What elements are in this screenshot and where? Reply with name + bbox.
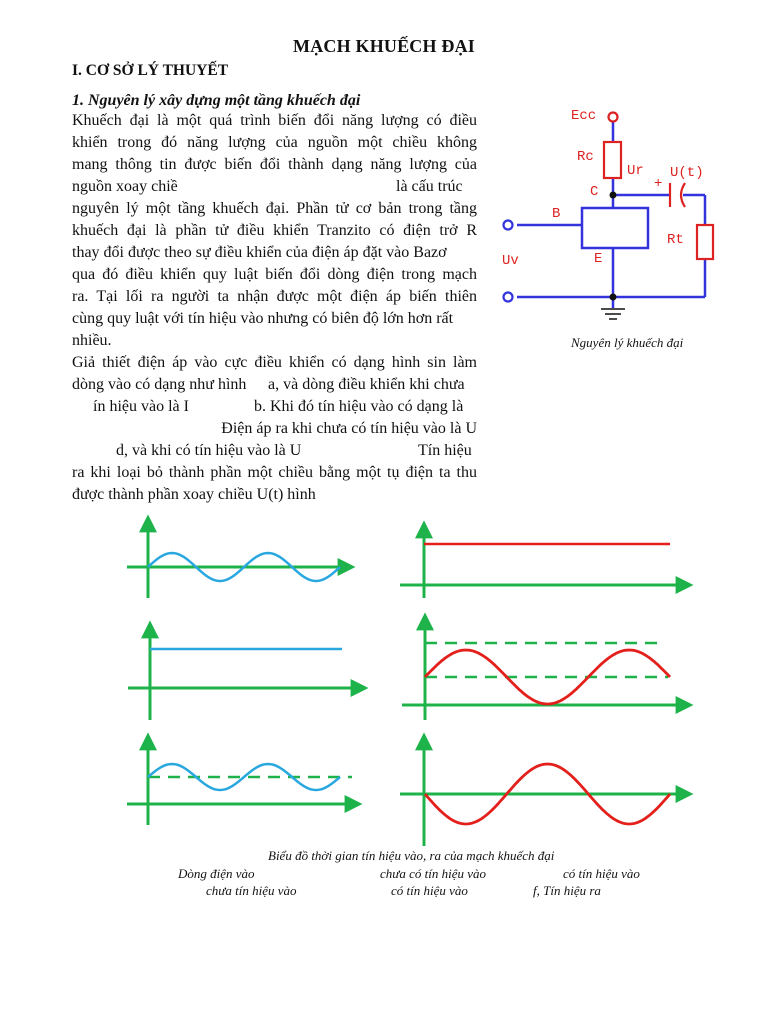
body-line: b. Khi đó tín hiệu vào có dạng là [254,398,464,415]
ut-label: U(t) [670,165,704,181]
plus-sign: + [654,176,663,192]
body-line: Điện áp ra khi chưa có tín hiệu vào là U [221,420,477,437]
body-line: khiển trong đó năng lượng của nguồn một chiều không [72,134,477,151]
body-line: là cấu trúc [396,178,463,195]
subsection-heading: 1. Nguyên lý xây dựng một tầng khuếch đại [72,92,361,109]
plot-e [402,616,690,720]
body-line: khuếch đại là phần tử điều khiển Tranzito có điện trở R [72,222,477,239]
sublabel-c: có tín hiệu vào [563,866,640,881]
sublabel-e: có tín hiệu vào [391,883,468,898]
sublabel-f: f, Tín hiệu ra [533,883,601,898]
sublabel-a: Dòng điện vào [178,866,255,881]
ecc-label: Ecc [571,108,597,124]
ur-label: Ur [627,163,644,179]
circuit-caption: Nguyên lý khuếch đại [571,335,684,350]
body-line: Tín hiệu [418,442,472,459]
plot-c [127,736,359,825]
sublabel-b: chưa có tín hiệu vào [380,866,487,881]
rt-label: Rt [667,232,684,248]
sublabel-d: chưa tín hiệu vào [206,883,297,898]
rc-label: Rc [577,149,594,165]
body-line: thay đổi được theo sự điều khiển của điện áp đặt vào Bazơ [72,244,447,261]
body-line: nguyên lý một tầng khuếch đại. Phần tử cơ bản trong tầng [72,200,477,217]
body-line: nguồn xoay chiề [72,178,178,195]
figure-caption: Biểu đồ thời gian tín hiệu vào, ra của mạch khuếch đại [268,848,555,863]
body-line: ra khi loại bỏ thành phần một chiều bằng một tụ điện ta thu [72,464,477,481]
body-line: Khuếch đại là một quá trình biến đổi năng lượng có điều [72,112,477,129]
body-line: ra. Tại lối ra người ta nhận được một điện áp biến thiên [72,288,477,305]
body-line: nhiều. [72,332,112,349]
plot-d [400,524,690,598]
page-title: MẠCH KHUẾCH ĐẠI [293,36,475,56]
body-line: mang thông tin được biến đổi thành dạng năng lượng của [72,156,477,173]
collector-label: C [590,184,599,200]
body-line: d, và khi có tín hiệu vào là U [116,442,302,459]
uv-label: Uv [502,253,519,269]
emitter-label: E [594,251,603,267]
section-heading: I. CƠ SỞ LÝ THUYẾT [72,62,229,79]
base-label: B [552,206,561,222]
body-line: Giả thiết điện áp vào cực điều khiển có dạng hình sin làm [72,354,477,371]
body-line: dòng vào có dạng như hình [72,376,247,393]
plot-b [128,624,365,720]
plot-a [127,518,352,598]
plot-f [400,736,690,846]
body-line: a, và dòng điều khiển khi chưa [268,376,465,393]
body-line: ín hiệu vào là I [93,398,189,415]
body-line: cùng quy luật với tín hiệu vào nhưng có biên độ lớn hơn rất [72,310,454,327]
body-line: được thành phần xoay chiều U(t) hình [72,486,316,503]
body-line: qua đó điều khiển quy luật biến đổi dòng điện trong mạch [72,266,477,283]
